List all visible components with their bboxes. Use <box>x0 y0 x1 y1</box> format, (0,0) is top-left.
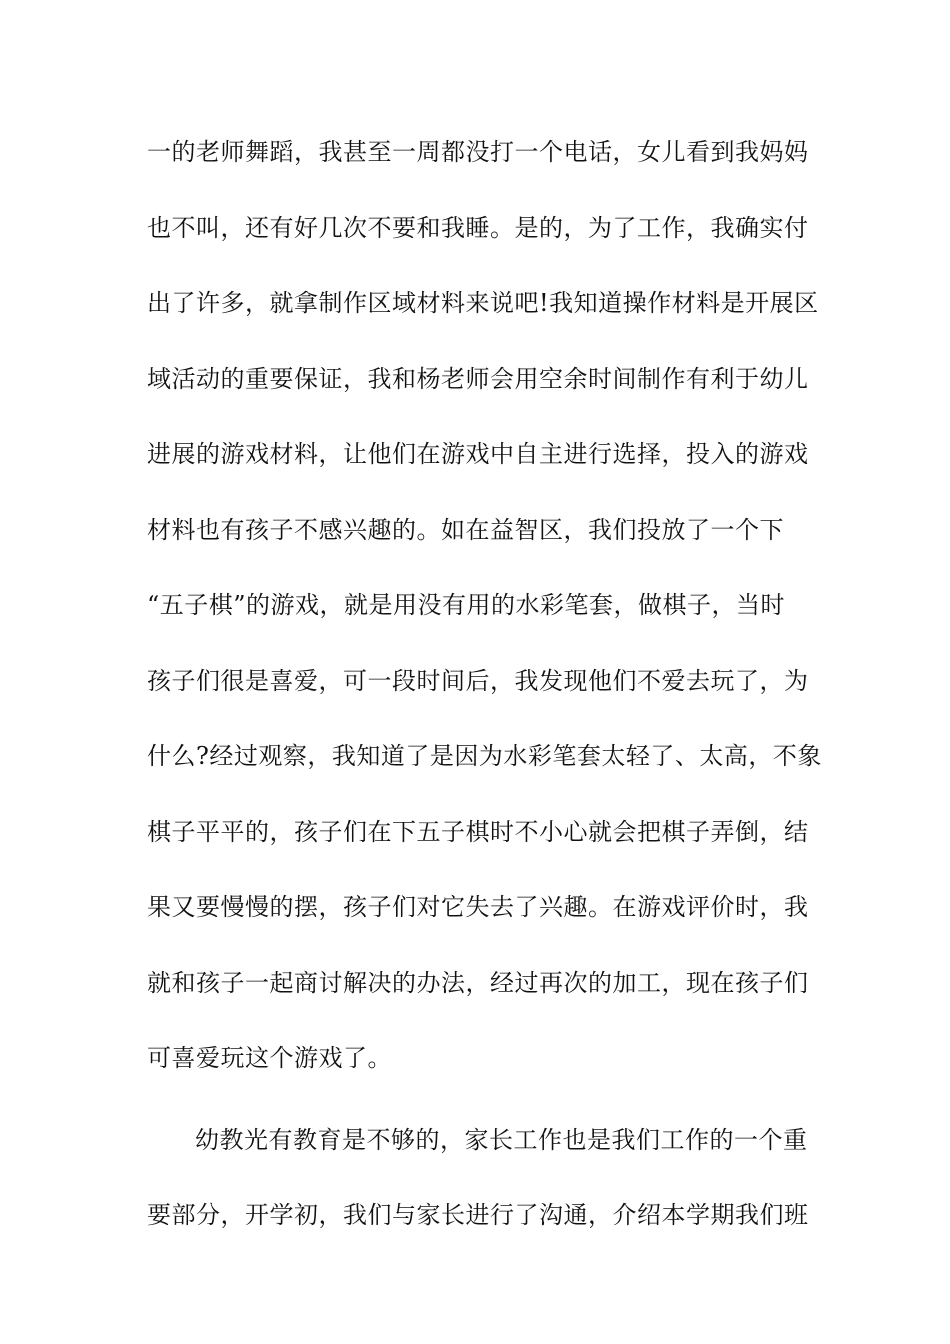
text-line: 进展的游戏材料，让他们在游戏中自主进行选择，投入的游戏 <box>147 440 809 468</box>
text-line: 材料也有孩子不感兴趣的。如在益智区，我们投放了一个下 <box>147 515 784 544</box>
text-line: 域活动的重要保证，我和杨老师会用空余时间制作有利于幼儿 <box>147 364 809 393</box>
text-line: 也不叫，还有好几次不要和我睡。是的，为了工作，我确实付 <box>147 213 809 242</box>
paragraph-1 <box>147 130 822 1112</box>
text-line: 孩子们很是喜爱，可一段时间后，我发现他们不爱去玩了，为 <box>147 666 809 695</box>
text-line: 就和孩子一起商讨解决的办法，经过再次的加工，现在孩子们 <box>147 968 809 997</box>
body-text <box>147 130 822 1269</box>
text-line: 什么?经过观察，我知道了是因为水彩笔套太轻了、太高，不象 <box>147 742 822 770</box>
text-line: 棋子平平的，孩子们在下五子棋时不小心就会把棋子弄倒，结 <box>147 817 809 846</box>
text-line: 要部分，开学初，我们与家长进行了沟通，介绍本学期我们班 <box>147 1201 809 1229</box>
text-line: 出了许多，就拿制作区域材料来说吧!我知道操作材料是开展区 <box>147 289 819 317</box>
text-line: 一的老师舞蹈，我甚至一周都没打一个电话，女儿看到我妈妈 <box>147 138 809 166</box>
text-line: 幼教光有教育是不够的，家长工作也是我们工作的一个重 <box>195 1125 808 1154</box>
text-line: “五子棋”的游戏，就是用没有用的水彩笔套，做棋子，当时 <box>147 591 786 619</box>
text-line: 可喜爱玩这个游戏了。 <box>147 1044 392 1072</box>
text-line: 果又要慢慢的摆，孩子们对它失去了兴趣。在游戏评价时，我 <box>147 893 809 921</box>
paragraph-2 <box>147 1118 807 1269</box>
